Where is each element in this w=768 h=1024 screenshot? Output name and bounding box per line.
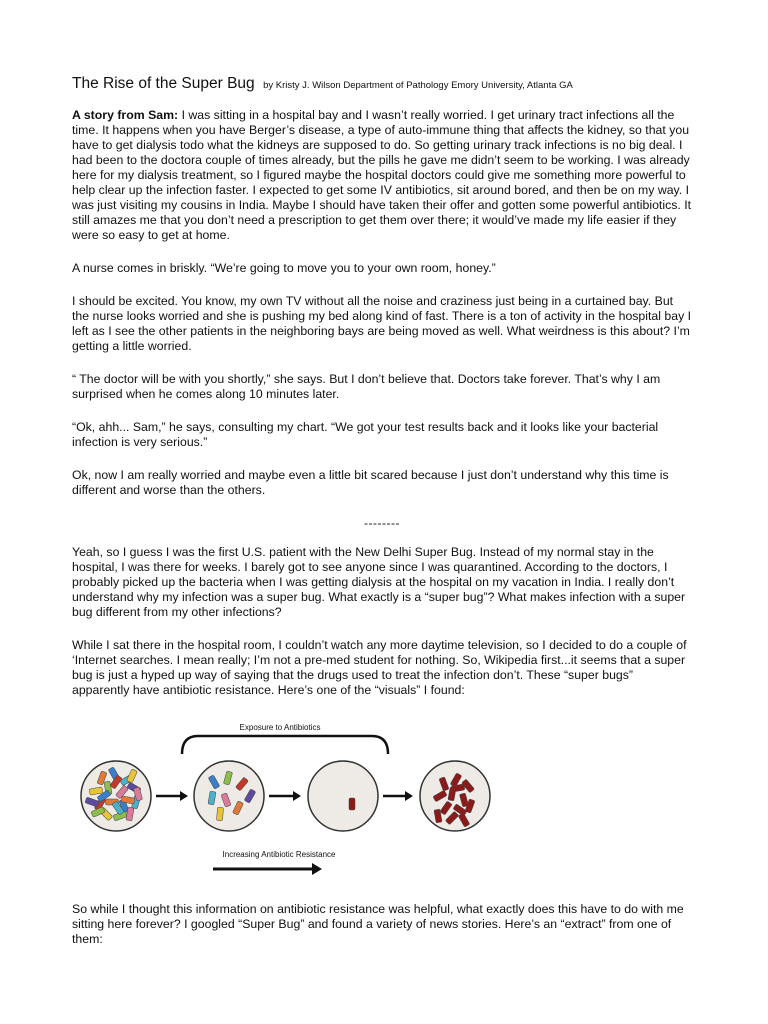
- antibiotic-resistance-figure: [72, 716, 692, 876]
- petri-dish-3: [308, 761, 378, 831]
- arrow-icon: [383, 791, 413, 801]
- exposure-label: Exposure to Antibiotics: [239, 723, 321, 732]
- long-arrow-icon: [213, 863, 322, 875]
- paragraph-2: A nurse comes in briskly. “We’re going to move you to your own room, honey.”: [72, 261, 496, 275]
- paragraph-4: “ The doctor will be with you shortly,” she says. But I don’t believe that. Doctors take forever. That’s why I am surprised when he comes along 10 minutes later.: [72, 372, 661, 401]
- section-separator: --------: [364, 516, 400, 530]
- author-byline: by Kristy J. Wilson Department of Pathology Emory University, Atlanta GA: [263, 80, 573, 91]
- document-title: The Rise of the Super Bug: [72, 75, 255, 92]
- petri-dish-4: [420, 761, 490, 831]
- paragraph-7: Yeah, so I guess I was the first U.S. patient with the New Delhi Super Bug. Instead of my normal stay in the hospital, I was there for weeks. I barely got to see anyone since I was quarantined. According to the doctors, I probably picked up the bacteria when I was getting dialysis at the hospital on my vacation in India. I really don’t understand why my infection was a super bug. What exactly is a “super bug”? What makes infection with a super bug different from my other infections?: [72, 545, 686, 619]
- antibiotic-resistance-diagram: [72, 716, 692, 876]
- paragraph-5: “Ok, ahh... Sam,” he says, consulting my chart. “We got your test results back and it looks like your bacterial infection is very serious.”: [72, 420, 659, 449]
- paragraph-1-text: I was sitting in a hospital bay and I wasn’t really worried. I get urinary tract infections all the time. It happens when you have Berger’s disease, a type of auto-immune thing that affects the kidney, so that you have to get dialysis todo what the kidneys are supposed to do. So getting urinary track infections is no big deal. I had been to the doctora couple of times already, but the pills he gave me didn’t seem to be working. I was already here for my dialysis treatment, so I figured maybe the hospital doctors could give me something more powerful to help clear up the infection faster. I expected to get some IV antibiotics, sit around bored, and then be on my way. I was just visiting my cousins in India. Maybe I should have taken their offer and gotten some powerful antibiotics. It still amazes me that you don’t need a prescription to get them over there; it would’ve made my life easier if they were so easy to get at home.: [72, 108, 692, 242]
- resistance-label: Increasing Antibiotic Resistance: [222, 850, 336, 859]
- exposure-bracket: [182, 736, 388, 754]
- paragraph-8: While I sat there in the hospital room, I couldn’t watch any more daytime television, so I decided to do a couple of ‘Internet searches. I mean really; I’m not a pre-med student for nothing. So, Wikipedia first...it seems that a super bug is just a hyped up way of saying that the drugs used to treat the infection don’t. These “super bugs” apparently have antibiotic resistance. Here’s one of the “visuals” I found:: [72, 638, 687, 697]
- paragraph-9: So while I thought this information on antibiotic resistance was helpful, what exactly does this have to do with me sitting here forever? I googled “Super Bug” and found a variety of news stories. Here’s an “extract” from one of them:: [72, 902, 684, 946]
- arrow-icon: [156, 791, 188, 801]
- bacterium-rod: [216, 807, 223, 820]
- title-line: [72, 74, 692, 96]
- bacterium-rod: [349, 798, 355, 810]
- paragraph-6: Ok, now I am really worried and maybe even a little bit scared because I just don’t understand why this time is different and worse than the others.: [72, 468, 669, 497]
- story-intro-label: A story from Sam:: [72, 108, 179, 122]
- paragraph-3: I should be excited. You know, my own TV without all the noise and craziness just being in a curtained bay. But the nurse looks worried and she is pushing my bed along kind of fast. There is a ton of activity in the hospital bay I left as I see the other patients in the neighboring bays are being moved as well. What weirdness is this about? I’m getting a little worried.: [72, 294, 692, 353]
- bacteria-resistant-survivor: [349, 798, 355, 810]
- arrow-icon: [269, 791, 301, 801]
- paragraph-1: [72, 108, 692, 243]
- document-body: [72, 74, 692, 965]
